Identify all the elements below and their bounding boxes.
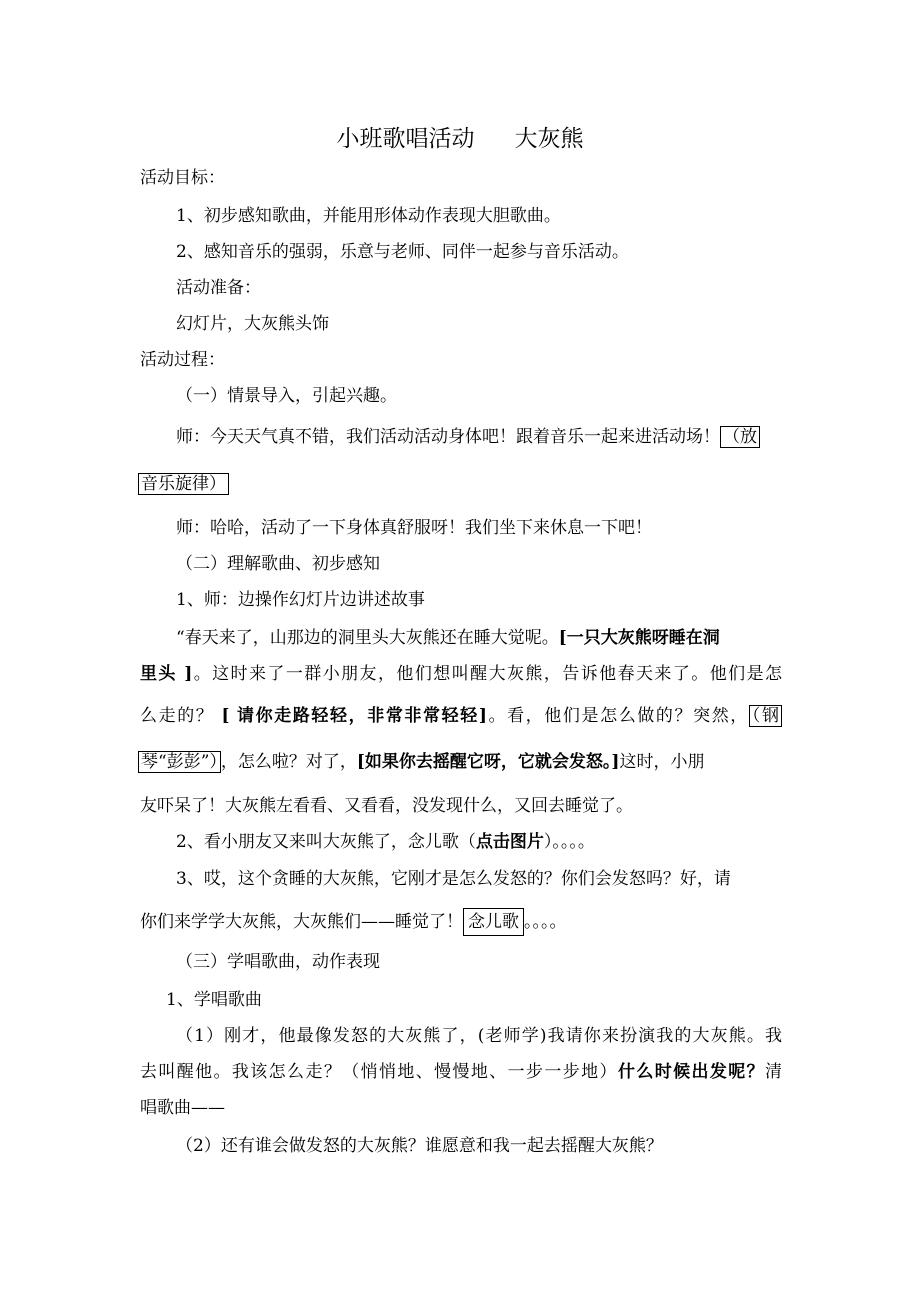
section-1-paragraph-1-cont: [138, 472, 229, 496]
nursery-rhyme-box: 念儿歌: [463, 908, 524, 936]
title-part2: 大灰熊: [514, 126, 584, 152]
story-line-2: [140, 662, 782, 686]
goal-2: 2、感知音乐的强弱，乐意与老师、同伴一起参与音乐活动。: [176, 242, 629, 262]
story-text: 这时，小朋: [619, 752, 705, 772]
item-text: 你们来学学大灰熊，大灰熊们——睡觉了！: [140, 912, 463, 932]
section-2-heading: （二）理解歌曲、初步感知: [176, 554, 380, 574]
section-2-item-1: 1、师：边操作幻灯片边讲述故事: [176, 590, 425, 610]
music-cue-box-start: （放: [720, 426, 760, 448]
section-2-item-2: [176, 830, 595, 854]
item-text: 去叫醒他。我该怎么走？（悄悄地、慢慢地、一步一步地）: [140, 1062, 618, 1082]
section-1-paragraph-1: [176, 425, 760, 449]
story-text: 。看，他们是怎么做的？突然，: [486, 706, 749, 726]
music-cue-box-end: 音乐旋律）: [138, 473, 229, 495]
item-text: 清: [765, 1062, 783, 1082]
story-lyric: [如果你去摇醒它呀，它就会发怒。]: [356, 752, 620, 772]
section-3-paragraph-1-line-3: 唱歌曲——: [140, 1098, 225, 1118]
story-line-4: [138, 750, 704, 774]
story-line-1: [176, 626, 720, 650]
story-text: “春天来了，山那边的洞里头大灰熊还在睡大觉呢。: [176, 628, 559, 648]
teacher-line-2: 师：哈哈，活动了一下身体真舒服呀！我们坐下来休息一下吧！: [176, 518, 652, 538]
story-lyric: [一只大灰熊呀睡在洞: [558, 628, 720, 648]
section-2-item-3-line-2: [140, 908, 567, 936]
item-text: 。。。。: [524, 912, 567, 932]
goals-heading: 活动目标：: [140, 168, 225, 188]
piano-cue-box-start: （钢: [749, 705, 782, 727]
story-text: ，怎么啦？对了，: [220, 752, 357, 772]
story-line-5: 友吓呆了！大灰熊左看看、又看看，没发现什么，又回去睡觉了。: [140, 796, 633, 816]
section-3-paragraph-1-line-1: （1）刚才，他最像发怒的大灰熊了，(老师学)我请你来扮演我的大灰熊。我: [176, 1026, 782, 1046]
story-line-3: [140, 704, 782, 728]
section-3-paragraph-1-line-2: [140, 1060, 782, 1084]
section-1-heading: （一）情景导入，引起兴趣。: [176, 386, 397, 406]
item-text: 2、看小朋友又来叫大灰熊了，念儿歌（: [176, 832, 476, 852]
section-3-heading: （三）学唱歌曲，动作表现: [176, 952, 380, 972]
item-text: ）。。。。: [543, 832, 595, 852]
section-2-item-3-line-1: 3、哎，这个贪睡的大灰熊，它刚才是怎么发怒的？你们会发怒吗？好，请: [176, 869, 731, 889]
section-3-paragraph-2: （2）还有谁会做发怒的大灰熊？谁愿意和我一起去摇醒大灰熊？: [176, 1136, 663, 1156]
goal-1: 1、初步感知歌曲，并能用形体动作表现大胆歌曲。: [176, 206, 561, 226]
story-lyric: [ 请你走路轻轻，非常非常轻轻]: [221, 706, 487, 726]
click-image-hint: 点击图片: [475, 832, 544, 852]
prep-items: 幻灯片，大灰熊头饰: [176, 314, 329, 334]
story-lyric: 里头 ]: [140, 664, 193, 684]
title-part1: 小班歌唱活动: [336, 126, 475, 152]
prep-heading: 活动准备：: [176, 278, 261, 298]
section-3-item-1: 1、学唱歌曲: [166, 990, 262, 1010]
document-title: [0, 124, 920, 154]
process-heading: 活动过程：: [140, 350, 225, 370]
piano-cue-box-end: 琴“彭彭”）: [138, 751, 221, 773]
teacher-line-1: 师：今天天气真不错，我们活动活动身体吧！跟着音乐一起来进活动场！: [176, 427, 720, 447]
story-text: 。这时来了一群小朋友，他们想叫醒大灰熊，告诉他春天来了。他们是怎: [192, 664, 783, 684]
story-text: 么走的？: [140, 706, 215, 726]
emphasis-text: 什么时候出发呢？: [617, 1062, 766, 1082]
